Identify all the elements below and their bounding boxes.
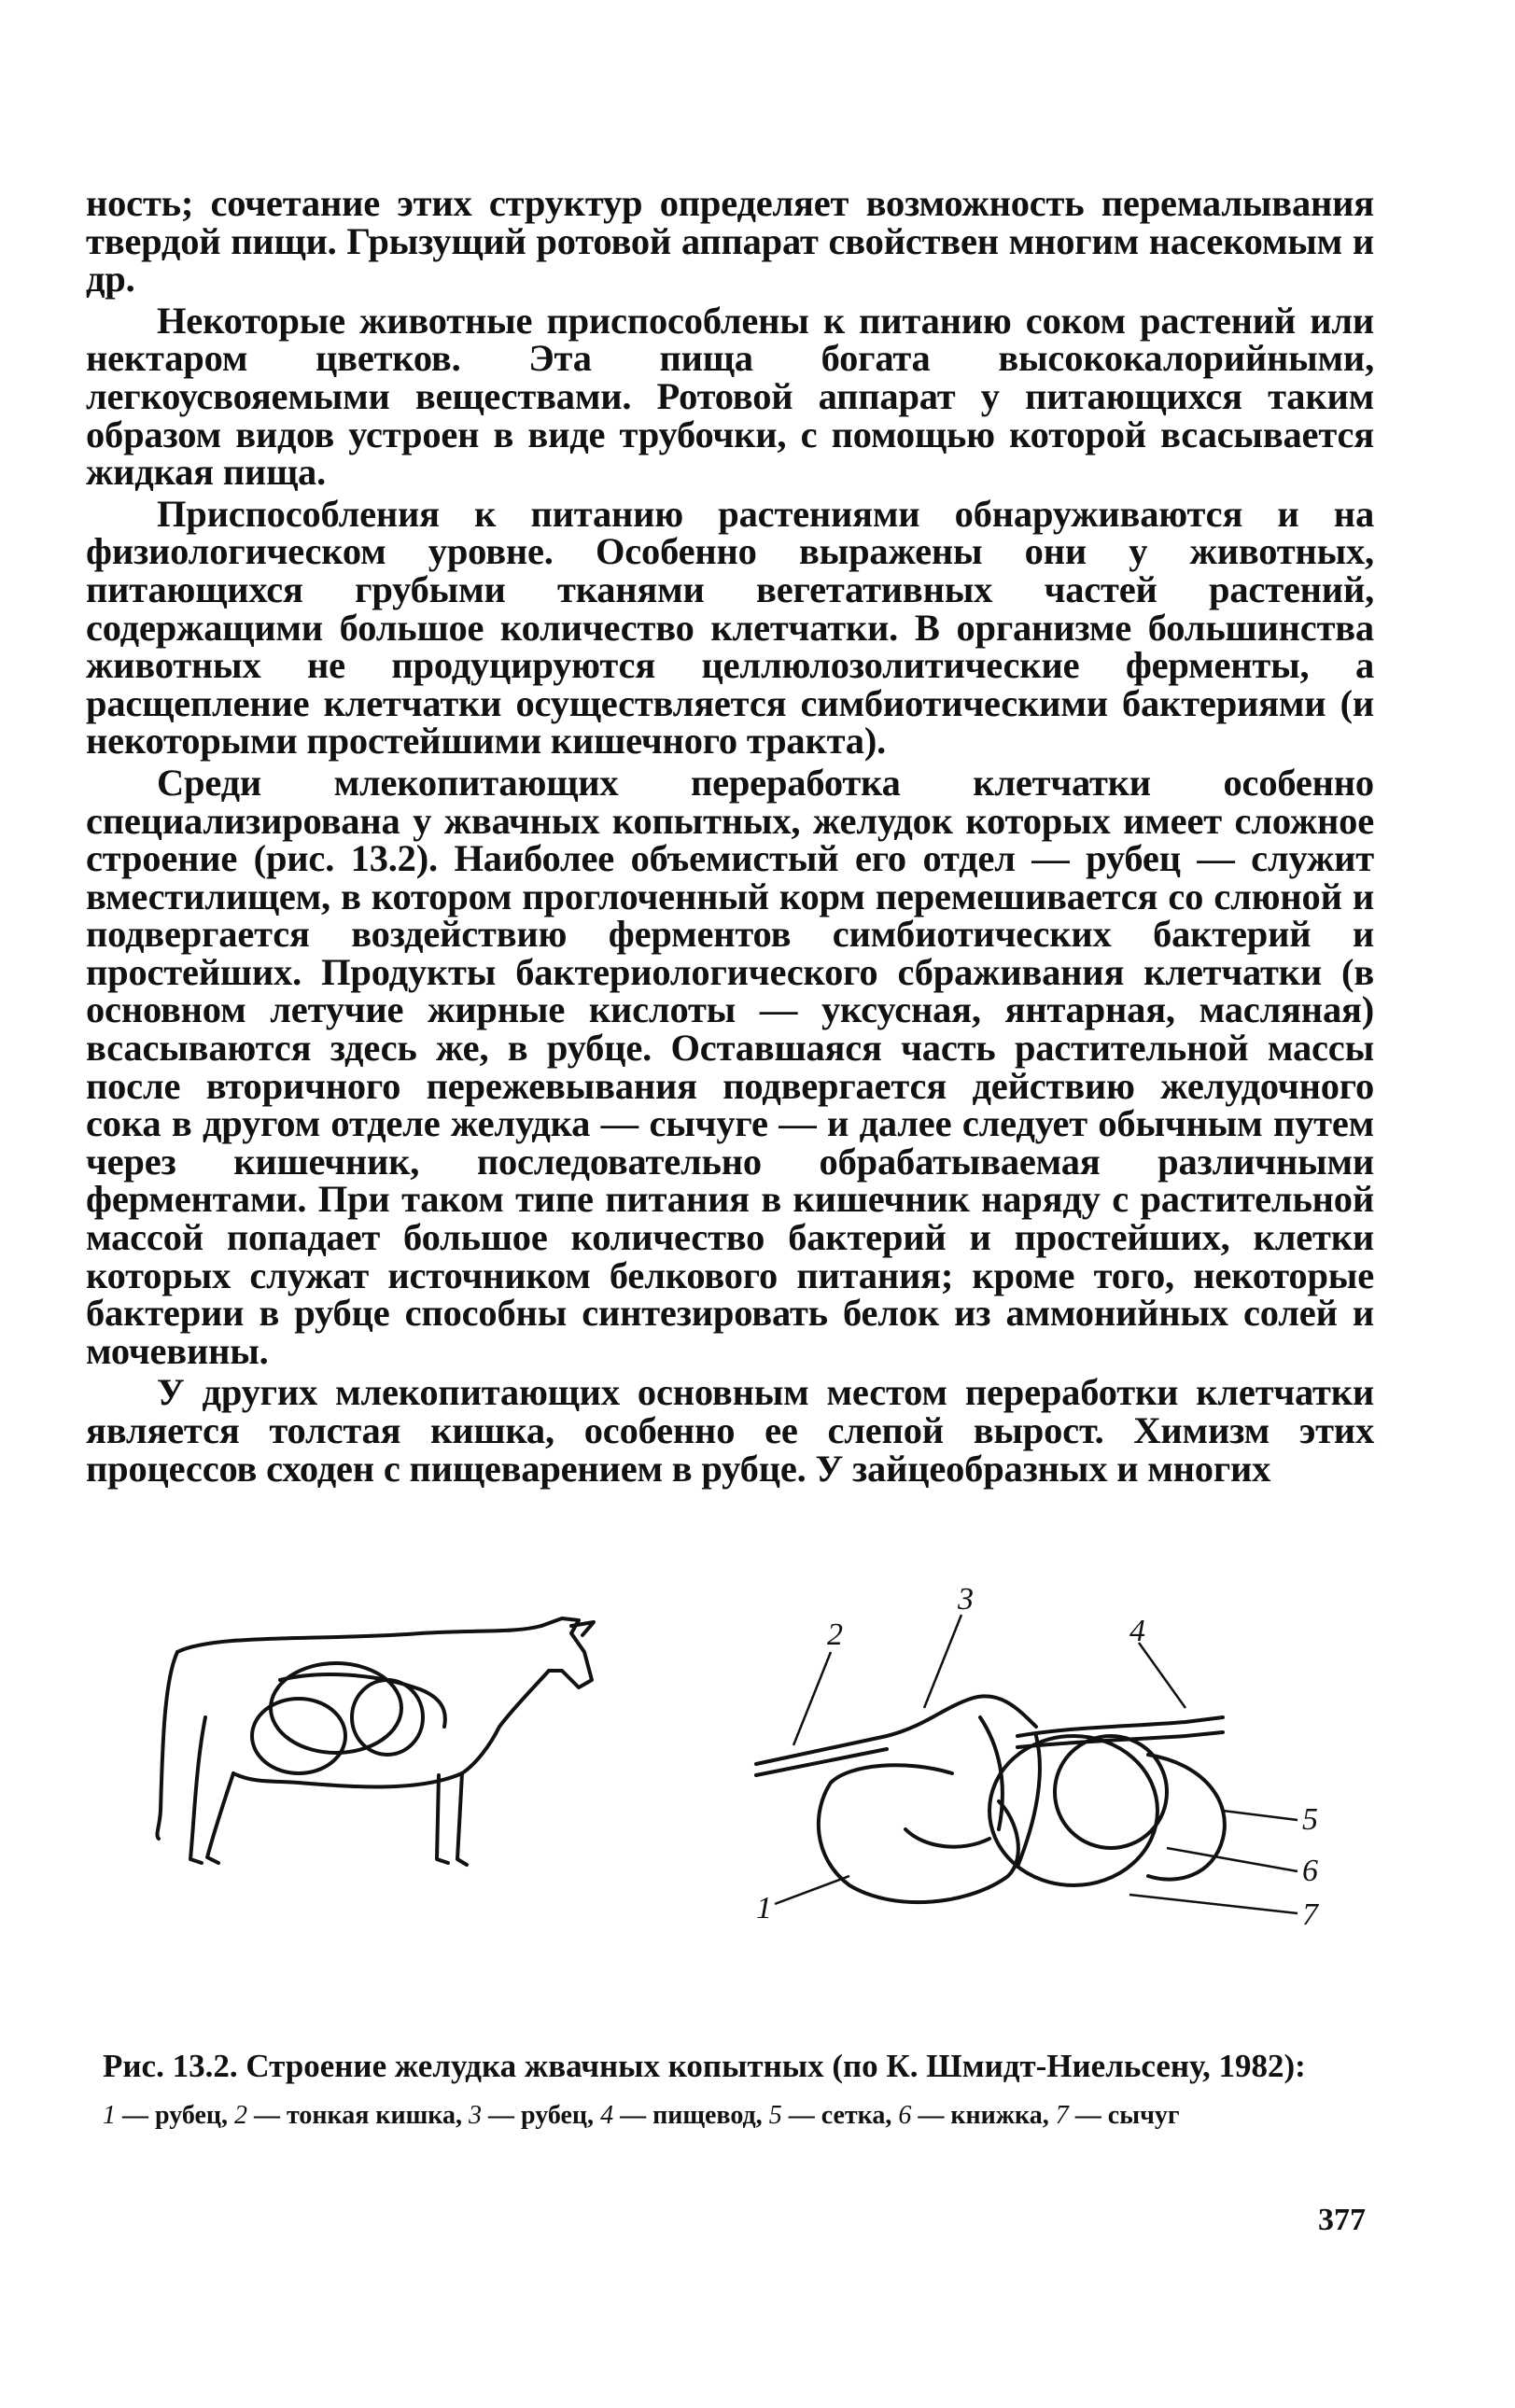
fig-label-1: 1 bbox=[756, 1891, 772, 1925]
legend-item-1: 1 — рубец, bbox=[103, 2101, 229, 2130]
paragraph-5: У других млекопитающих основным местом переработки клетчатки является толстая кишка, особенно ее слепой вырост. Химизм этих процессов сходен с пищеварением в рубце. У зайцеобразных и многих bbox=[86, 1371, 1374, 1490]
paragraph-2: Некоторые животные приспособлены к питанию соком растений или нектаром цветков. Эта пища богата высококалорийными, легкоусвояемыми веществами. Ротовой аппарат у питающихся таким образом видов устроен в виде трубочки, с помощью которой всасывается жидкая пища. bbox=[86, 299, 1374, 494]
cow-illustration bbox=[140, 1615, 625, 1895]
fig-label-3: 3 bbox=[958, 1582, 974, 1617]
body-text bbox=[86, 182, 1374, 1490]
fig-label-5: 5 bbox=[1302, 1802, 1318, 1837]
fig-label-7: 7 bbox=[1302, 1897, 1318, 1932]
legend-item-7: 7 — сычуг bbox=[1055, 2101, 1180, 2130]
paragraph-1: ность; сочетание этих структур определяет возможность перемалывания твердой пищи. Грызущий ротовой аппарат свойствен многим насекомым и др. bbox=[86, 182, 1374, 301]
fig-label-4: 4 bbox=[1129, 1614, 1145, 1648]
legend-item-6: 6 — книжка, bbox=[898, 2101, 1049, 2130]
page-number: 377 bbox=[1318, 2203, 1366, 2237]
fig-label-2: 2 bbox=[827, 1617, 843, 1652]
legend-item-3: 3 — рубец, bbox=[469, 2101, 595, 2130]
figure-caption: Рис. 13.2. Строение желудка жвачных копытных (по К. Шмидт-Ниельсену, 1982): bbox=[103, 2048, 1306, 2084]
stomach-illustration bbox=[737, 1582, 1335, 1932]
legend-item-2: 2 — тонкая кишка, bbox=[234, 2101, 463, 2130]
legend-item-4: 4 — пищевод, bbox=[600, 2101, 763, 2130]
paragraph-4: Среди млекопитающих переработка клетчатки особенно специализирована у жвачных копытных, желудок которых имеет сложное строение (рис. 13.2). Наиболее объемистый его отдел — рубец — служит вместилищем, в котором проглоченный корм перемешивается со слюной и подвергается воздействию ферментов симбиотических бактерий и простейших. Продукты бактериологического сбраживания клетчатки (в основном летучие жирные кислоты — уксусная, янтарная, масляная) всасываются здесь же, в рубце. Оставшаяся часть растительной массы после вторичного пережевывания подвергается действию желудочного сока в другом отделе желудка — сычуге — и далее следует обычным путем через кишечник, последовательно обрабатываемая различными ферментами. При таком типе питания в кишечник наряду с растительной массой попадает большое количество бактерий и простейших, клетки которых служат источником белкового питания; кроме того, некоторые бактерии в рубце способны синтезировать белок из аммонийных солей и мочевины. bbox=[86, 761, 1374, 1372]
legend-item-5: 5 — сетка, bbox=[768, 2101, 892, 2130]
figure-legend bbox=[103, 2100, 1372, 2132]
fig-label-6: 6 bbox=[1302, 1854, 1318, 1888]
figure-13-2 bbox=[140, 1582, 1318, 2408]
paragraph-3: Приспособления к питанию растениями обнаруживаются и на физиологическом уровне. Особенно выражены они у животных, питающихся грубыми тканями вегетативных частей растений, содержащими большое количество клетчатки. В организме большинства животных не продуцируются целлюлозолитические ферменты, а расщепление клетчатки осуществляется симбиотическими бактериями (и некоторыми простейшими кишечного тракта). bbox=[86, 492, 1374, 763]
